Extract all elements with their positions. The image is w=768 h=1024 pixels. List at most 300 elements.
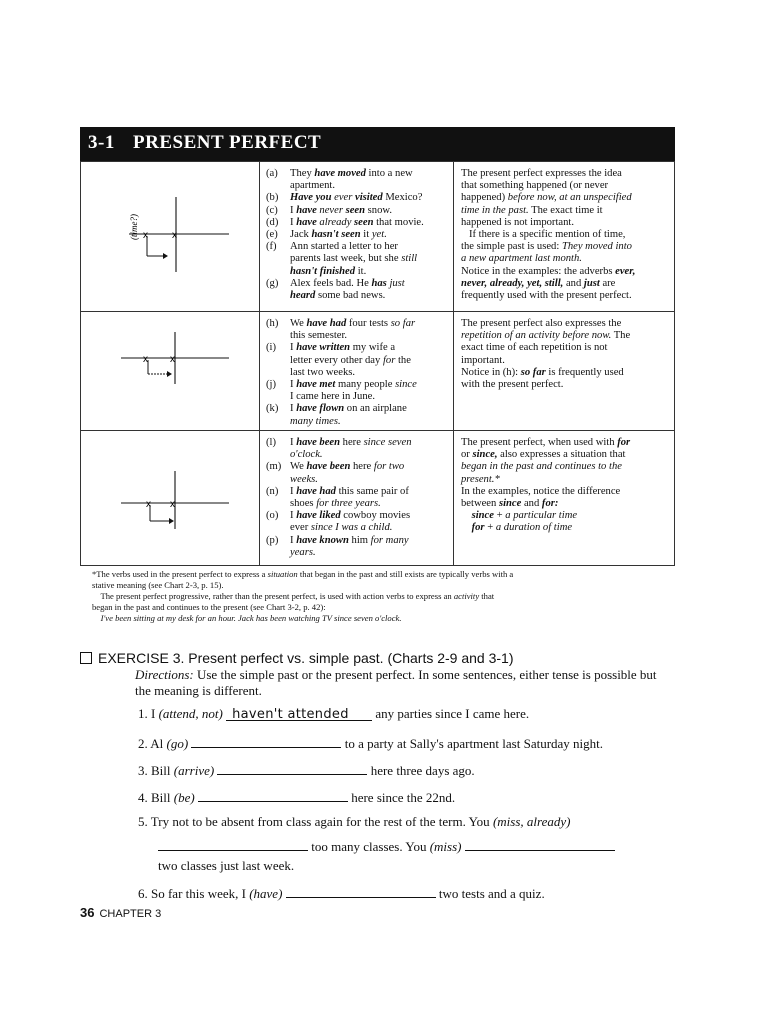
- text-run: [461, 522, 472, 533]
- svg-text:x: x: [170, 499, 175, 510]
- text-run: on an airplane: [344, 403, 407, 415]
- text-run: and: [563, 277, 584, 289]
- text-run: exact time of each repetition is not: [461, 342, 608, 354]
- exercise-checkbox[interactable]: [80, 652, 92, 664]
- example-sentence: [266, 241, 417, 278]
- explanation-line: [461, 355, 630, 367]
- text-run: visited: [352, 192, 383, 204]
- text-run: The present perfect expresses the idea: [461, 168, 622, 179]
- example-label: (c): [266, 204, 278, 216]
- footnote-line: [92, 602, 513, 613]
- text-run: *The verbs used in the present perfect to express a: [92, 569, 268, 579]
- example-label: (g): [266, 277, 279, 289]
- text-run: I: [290, 510, 297, 522]
- explanation-line: [461, 266, 635, 278]
- text-run: is frequently used: [545, 366, 624, 378]
- example-label: (d): [266, 216, 279, 228]
- item-number: 2.: [138, 736, 148, 751]
- example-line: [266, 217, 424, 229]
- example-line: [266, 318, 415, 330]
- text-run: hasn't finished: [290, 265, 356, 277]
- item-verb-cue: (miss, already): [492, 814, 571, 829]
- text-run: happened): [461, 192, 508, 204]
- text-run: have: [296, 216, 317, 228]
- text-run: since: [395, 379, 417, 390]
- text-run: letter every other day: [290, 354, 383, 366]
- item-number: 6.: [138, 886, 148, 901]
- text-run: They: [290, 168, 315, 179]
- item-verb-cue: (be): [173, 790, 195, 805]
- text-run: years.: [290, 546, 316, 558]
- text-run: seen: [354, 216, 374, 228]
- example-sentence: [266, 217, 424, 229]
- text-run: that something happened (or never: [461, 180, 609, 192]
- exercise-item-4: [138, 787, 455, 806]
- item-number: 5.: [138, 814, 148, 829]
- text-run: important.: [461, 354, 505, 366]
- explanation-line: [461, 510, 630, 522]
- text-run: never, already, yet, still,: [461, 277, 564, 289]
- text-run: I: [290, 485, 297, 497]
- timeline-diagram-2: [81, 312, 260, 430]
- footnote-line: [92, 569, 513, 580]
- item-subject: So far this week, I: [151, 886, 246, 901]
- exercise-title: [80, 650, 514, 666]
- text-run: for: [471, 522, 485, 534]
- text-run: have liked: [296, 510, 341, 522]
- text-run: have been: [296, 437, 341, 448]
- text-run: the: [395, 354, 411, 366]
- explanation-line: [461, 229, 635, 241]
- timeline-diagram-1: [81, 162, 260, 311]
- text-run: time in the past.: [461, 204, 529, 216]
- answer-blank-6[interactable]: [286, 883, 436, 898]
- explanation-line: [461, 449, 630, 461]
- text-run: weeks.: [290, 473, 318, 485]
- explanation-line: [461, 486, 630, 498]
- text-run: since I was a child.: [310, 522, 393, 534]
- answer-blank-5a[interactable]: [158, 836, 308, 851]
- example-label: (o): [266, 510, 279, 522]
- text-run: The: [611, 330, 631, 342]
- answer-blank-4[interactable]: [198, 787, 348, 802]
- text-run: a new apartment last month.: [461, 253, 582, 265]
- text-run: here: [350, 461, 374, 473]
- timeline-diagram-svg: [81, 162, 259, 311]
- example-sentence: [266, 318, 415, 342]
- chart-number: 3-1: [88, 132, 115, 153]
- example-line: [266, 486, 409, 498]
- grammar-chart: [80, 161, 675, 566]
- example-line: [266, 474, 404, 486]
- text-run: just: [386, 277, 405, 289]
- text-run: this semester.: [290, 330, 348, 342]
- example-sentence: [266, 205, 392, 217]
- explanation-line: [461, 342, 630, 354]
- text-run: so far: [390, 318, 416, 329]
- svg-text:x: x: [146, 499, 151, 510]
- explanation-line: [461, 318, 630, 330]
- example-line: [266, 241, 417, 253]
- text-run: have had: [296, 485, 336, 497]
- exercise-item-1: [138, 706, 529, 722]
- example-label: (i): [266, 342, 276, 354]
- text-run: him: [348, 534, 371, 546]
- text-run: the simple past is used:: [461, 241, 562, 253]
- explanation-line: [461, 290, 635, 302]
- text-run: before now, at an unspecified: [507, 192, 632, 204]
- text-run: The present perfect also expresses the: [461, 318, 622, 329]
- example-label: (n): [266, 485, 279, 497]
- text-run: parents last week, but she: [290, 253, 402, 265]
- chapter-label: CHAPTER 3: [99, 908, 162, 920]
- text-run: We: [290, 461, 307, 473]
- example-sentence: [266, 486, 409, 510]
- svg-text:x: x: [172, 230, 177, 241]
- explanation-line: [461, 522, 630, 534]
- text-run: activity: [453, 591, 480, 601]
- text-run: Notice in the examples: the adverbs: [461, 265, 616, 277]
- example-label: (m): [266, 461, 282, 473]
- text-run: I: [290, 403, 297, 415]
- footnote-line: [92, 580, 513, 591]
- item-verb-cue: (attend, not): [158, 706, 223, 721]
- text-run: that: [479, 591, 495, 601]
- time-label: (time?): [129, 214, 139, 240]
- item-rest: to a party at Sally's apartment last Saturday night.: [344, 736, 604, 751]
- text-run: The present perfect, when used with: [461, 437, 618, 448]
- text-run: have written: [296, 342, 351, 354]
- explanation-column-3: [454, 431, 674, 565]
- text-run: I: [290, 204, 297, 216]
- text-run: it: [360, 229, 372, 240]
- text-run: apartment.: [290, 180, 336, 192]
- text-run: here: [340, 437, 364, 448]
- example-line: [266, 535, 409, 547]
- example-line: [266, 367, 411, 379]
- explanation-line: [461, 180, 635, 192]
- timeline-diagram-3: [81, 431, 260, 565]
- example-line: [266, 278, 405, 290]
- example-sentence: [266, 379, 417, 403]
- item-number: 1.: [138, 706, 148, 721]
- item-rest: any parties since I came here.: [375, 706, 530, 721]
- examples-column-3: [260, 431, 454, 565]
- chart-row-2: [81, 312, 674, 431]
- text-run: [461, 510, 472, 521]
- chart-row-3: [81, 431, 674, 565]
- text-run: stative meaning (see Chart 2-3, p. 15).: [92, 580, 224, 590]
- explanation-column-2: [454, 312, 674, 430]
- example-line: [266, 330, 415, 342]
- text-run: are: [599, 277, 616, 289]
- text-run: In the examples, notice the difference: [461, 485, 621, 497]
- exercise-item-5-line-3: [158, 858, 294, 874]
- item-text: two classes just last week.: [158, 858, 295, 873]
- explanation-line: [461, 330, 630, 342]
- text-run: began in the past and continues to the present (see Chart 3-2, p. 42):: [92, 602, 326, 612]
- text-run: frequently used with the present perfect.: [461, 290, 632, 302]
- examples-column-2: [260, 312, 454, 430]
- text-run: and: [521, 498, 542, 510]
- text-run: shoes: [290, 498, 317, 509]
- example-label: (e): [266, 229, 278, 240]
- explanation-line: [461, 437, 630, 449]
- explanation-text: [461, 168, 635, 302]
- text-run: have had: [306, 318, 347, 329]
- example-line: [266, 379, 417, 391]
- text-run: that began in the past and still exists are typically verbs with a: [297, 569, 514, 579]
- chart-header: [80, 127, 675, 161]
- text-run: I: [290, 342, 297, 354]
- item-text: Try not to be absent from class again for the rest of the term. You: [150, 814, 490, 829]
- page-footer: [80, 905, 161, 920]
- item-verb-cue: (arrive): [173, 763, 215, 778]
- text-run: some bad news.: [315, 290, 386, 301]
- text-run: already: [316, 216, 355, 228]
- item-subject: Bill: [151, 790, 171, 805]
- text-run: +: [484, 522, 496, 534]
- text-run: Mexico?: [382, 192, 423, 204]
- example-label: (a): [266, 168, 278, 179]
- example-label: (f): [266, 241, 277, 253]
- text-run: a particular time: [505, 510, 578, 522]
- text-run: o'clock.: [290, 449, 323, 461]
- text-run: since: [498, 498, 522, 510]
- answer-blank-3[interactable]: [217, 760, 367, 775]
- text-run: or: [461, 449, 473, 461]
- text-run: I: [290, 534, 297, 546]
- explanation-line: [461, 474, 630, 486]
- text-run: never: [316, 204, 346, 216]
- example-sentence: [266, 535, 409, 559]
- handwritten-answer: haven't attended: [232, 707, 349, 722]
- text-run: have moved: [314, 168, 366, 179]
- text-run: ever,: [615, 265, 636, 277]
- example-line: [266, 180, 413, 192]
- text-run: for: [617, 437, 631, 448]
- text-run: I: [290, 379, 297, 390]
- example-line: [266, 253, 417, 265]
- example-sentence: [266, 403, 407, 427]
- text-run: still: [401, 253, 418, 265]
- example-line: [266, 416, 407, 428]
- text-run: for two: [373, 461, 405, 473]
- timeline-diagram-svg: [81, 431, 259, 564]
- example-line: [266, 437, 412, 449]
- footnote-line: [92, 591, 513, 602]
- explanation-line: [461, 253, 635, 265]
- item-number: 3.: [138, 763, 148, 778]
- example-line: [266, 355, 411, 367]
- text-run: that movie.: [373, 216, 424, 228]
- text-run: have met: [296, 379, 336, 390]
- explanation-line: [461, 278, 635, 290]
- answer-blank-2[interactable]: [191, 733, 341, 748]
- example-label: (j): [266, 379, 276, 390]
- example-sentence: [266, 510, 410, 534]
- text-run: +: [493, 510, 506, 522]
- text-run: has: [371, 277, 387, 289]
- text-run: this same pair of: [335, 485, 409, 497]
- explanation-line: [461, 367, 630, 379]
- example-line: [266, 192, 422, 204]
- text-run: I: [290, 437, 297, 448]
- explanation-line: [461, 192, 635, 204]
- text-run: a duration of time: [495, 522, 573, 534]
- text-run: so far: [520, 366, 546, 378]
- example-sentence: [266, 192, 422, 204]
- explanation-text: [461, 437, 630, 535]
- example-sentence: [266, 342, 411, 379]
- text-run: We: [290, 318, 307, 329]
- exercise-title-text: EXERCISE 3. Present perfect vs. simple past. (Charts 2-9 and 3-1): [98, 650, 514, 666]
- text-run: Notice in (h):: [461, 366, 521, 378]
- item-subject: Bill: [151, 763, 171, 778]
- directions-label: Directions:: [135, 667, 194, 682]
- example-line: [266, 403, 407, 415]
- example-line: [266, 522, 410, 534]
- svg-text:x: x: [170, 354, 175, 365]
- item-rest: here three days ago.: [370, 763, 475, 778]
- text-run: four tests: [346, 318, 391, 329]
- text-run: Jack: [290, 229, 312, 240]
- text-run: I've been sitting at my desk for an hour. Jack has been watching TV since seven o'clock.: [100, 613, 402, 623]
- example-line: [266, 547, 409, 559]
- explanation-line: [461, 379, 630, 391]
- chart-title: PRESENT PERFECT: [133, 132, 322, 153]
- example-label: (b): [266, 192, 279, 204]
- explanation-line: [461, 205, 635, 217]
- text-run: yet.: [371, 229, 387, 240]
- svg-text:x: x: [143, 230, 148, 241]
- examples-column-1: [260, 162, 454, 311]
- text-run: The present perfect progressive, rather than the present perfect, is used with action verbs to express an: [92, 591, 454, 601]
- text-run: Ann started a letter to her: [290, 241, 398, 253]
- text-run: If there is a specific mention of time,: [461, 229, 626, 241]
- example-label: (p): [266, 534, 279, 546]
- item-text: too many classes. You: [311, 839, 427, 854]
- example-line: [266, 168, 413, 180]
- explanation-line: [461, 461, 630, 473]
- example-line: [266, 229, 387, 241]
- text-run: cowboy movies: [340, 510, 411, 522]
- explanation-line: [461, 241, 635, 253]
- text-run: just: [583, 277, 600, 289]
- text-run: [92, 613, 101, 623]
- text-run: Have you: [290, 192, 335, 204]
- text-run: have known: [296, 534, 349, 546]
- explanation-text: [461, 318, 630, 391]
- text-run: many times.: [290, 415, 341, 427]
- item-verb-cue: (miss): [429, 839, 462, 854]
- text-run: present.*: [461, 473, 500, 485]
- exercise-item-3: [138, 760, 475, 779]
- example-line: [266, 342, 411, 354]
- text-run: my wife a: [350, 342, 396, 354]
- text-run: into a new: [365, 168, 413, 179]
- text-run: have flown: [296, 403, 345, 415]
- text-run: ever: [334, 192, 353, 204]
- text-run: with the present perfect.: [461, 379, 564, 391]
- text-run: seen: [345, 204, 366, 216]
- text-run: many people: [335, 379, 396, 390]
- item-verb-cue: (go): [166, 736, 189, 751]
- text-run: last two weeks.: [290, 366, 356, 378]
- example-line: [266, 449, 412, 461]
- item-subject: I: [151, 706, 156, 721]
- example-line: [266, 205, 392, 217]
- footnote-line: [92, 613, 513, 624]
- text-run: Alex feels bad. He: [290, 277, 372, 289]
- text-run: snow.: [365, 204, 393, 216]
- page-number: 36: [80, 905, 95, 920]
- footnotes: [92, 569, 513, 624]
- example-line: [266, 266, 417, 278]
- exercise-item-5: [138, 814, 570, 830]
- item-verb-cue: (have): [249, 886, 283, 901]
- example-line: [266, 290, 405, 302]
- explanation-line: [461, 168, 635, 180]
- text-run: have been: [306, 461, 351, 473]
- answer-blank-1[interactable]: [226, 706, 372, 721]
- answer-blank-5b[interactable]: [465, 836, 615, 851]
- example-line: [266, 498, 409, 510]
- text-run: since seven: [363, 437, 412, 448]
- text-run: since: [471, 510, 494, 522]
- exercise-item-5-line-2: [158, 836, 615, 855]
- item-rest: two tests and a quiz.: [438, 886, 545, 901]
- chart-row-1: [81, 162, 674, 312]
- text-run: hasn't seen: [311, 229, 361, 240]
- text-run: for:: [541, 498, 559, 510]
- item-subject: Al: [150, 736, 164, 751]
- example-sentence: [266, 278, 405, 302]
- text-run: began in the past and continues to the: [461, 461, 622, 473]
- text-run: The exact time it: [528, 204, 603, 216]
- example-sentence: [266, 461, 404, 485]
- exercise-item-6: [138, 883, 545, 902]
- text-run: They moved into: [561, 241, 632, 253]
- example-sentence: [266, 229, 387, 241]
- svg-text:x: x: [143, 354, 148, 365]
- text-run: since,: [472, 449, 498, 461]
- example-label: (k): [266, 403, 279, 415]
- text-run: for many: [370, 534, 409, 546]
- timeline-diagram-svg: [81, 312, 259, 430]
- example-sentence: [266, 168, 413, 192]
- item-rest: here since the 22nd.: [351, 790, 456, 805]
- text-run: situation: [267, 569, 298, 579]
- item-number: 4.: [138, 790, 148, 805]
- text-run: happened is not important.: [461, 216, 574, 228]
- text-run: have: [296, 204, 317, 216]
- text-run: between: [461, 498, 499, 510]
- exercise-directions: [135, 667, 675, 699]
- example-line: [266, 461, 404, 473]
- text-run: ever: [290, 522, 311, 534]
- text-run: heard: [290, 290, 316, 301]
- directions-text: Use the simple past or the present perfect. In some sentences, either tense is possible but the meaning is different.: [135, 667, 657, 698]
- example-label: (h): [266, 318, 279, 329]
- text-run: also expresses a situation that: [497, 449, 626, 461]
- text-run: I: [290, 216, 297, 228]
- exercise-item-2: [138, 733, 603, 752]
- text-run: repetition of an activity before now.: [461, 330, 612, 342]
- text-run: for three years.: [316, 498, 381, 509]
- example-label: (l): [266, 437, 276, 448]
- text-run: it.: [355, 265, 367, 277]
